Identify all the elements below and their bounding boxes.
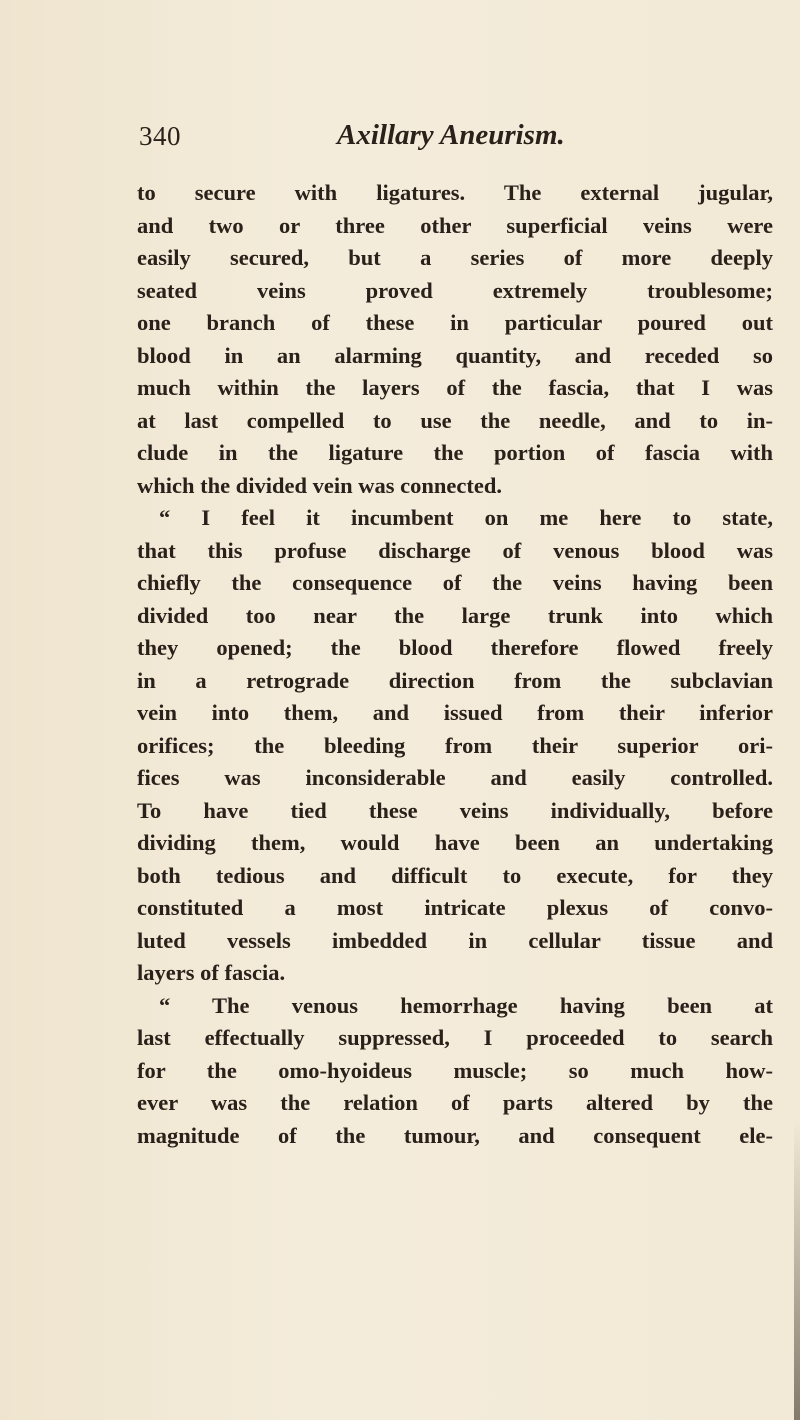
text-line: “ The venous hemorrhage having been at <box>159 992 773 1018</box>
text-line: for the omo-hyoideus muscle; so much how- <box>137 1057 773 1083</box>
page-edge-shadow <box>794 1120 800 1420</box>
text-line: much within the layers of the fascia, that I was <box>137 375 773 400</box>
text-line: seated veins proved extremely troublesome; <box>137 277 773 303</box>
text-line: they opened; the blood therefore flowed freely <box>137 635 773 660</box>
body-text <box>137 177 777 1152</box>
text-line: To have tied these veins individually, before <box>137 797 773 823</box>
running-title: Axillary Aneurism. <box>337 119 565 151</box>
text-line: luted vessels imbedded in cellular tissue and <box>137 927 773 953</box>
page-number: 340 <box>139 121 181 151</box>
text-line: magnitude of the tumour, and consequent ele- <box>137 1122 773 1148</box>
text-line: “ I feel it incumbent on me here to state, <box>159 505 773 530</box>
text-line: ever was the relation of parts altered by the <box>137 1090 773 1115</box>
text-line: dividing them, would have been an undertaking <box>137 830 773 855</box>
text-line: chiefly the consequence of the veins having been <box>137 570 773 595</box>
text-line: vein into them, and issued from their inferior <box>137 700 773 725</box>
page-header <box>139 121 659 161</box>
text-line: fices was inconsiderable and easily controlled. <box>137 765 773 790</box>
text-line: and two or three other superficial veins were <box>137 212 773 238</box>
text-line: layers of fascia. <box>137 960 286 985</box>
text-line: blood in an alarming quantity, and receded so <box>137 342 773 368</box>
text-line: both tedious and difficult to execute, for they <box>137 862 773 888</box>
text-line: which the divided vein was connected. <box>137 472 503 498</box>
text-line: in a retrograde direction from the subclavian <box>137 667 773 693</box>
text-line: last effectually suppressed, I proceeded to search <box>137 1025 773 1050</box>
text-line: constituted a most intricate plexus of convo- <box>137 895 773 920</box>
text-line: orifices; the bleeding from their superior ori- <box>137 732 773 758</box>
text-line: easily secured, but a series of more deeply <box>137 245 773 270</box>
text-line: clude in the ligature the portion of fascia with <box>137 440 773 465</box>
text-line: that this profuse discharge of venous blood was <box>137 537 773 563</box>
text-line: one branch of these in particular poured out <box>137 310 773 335</box>
text-line: at last compelled to use the needle, and to in- <box>137 407 773 433</box>
text-line: to secure with ligatures. The external jugular, <box>137 180 773 205</box>
text-line: divided too near the large trunk into which <box>137 602 773 628</box>
